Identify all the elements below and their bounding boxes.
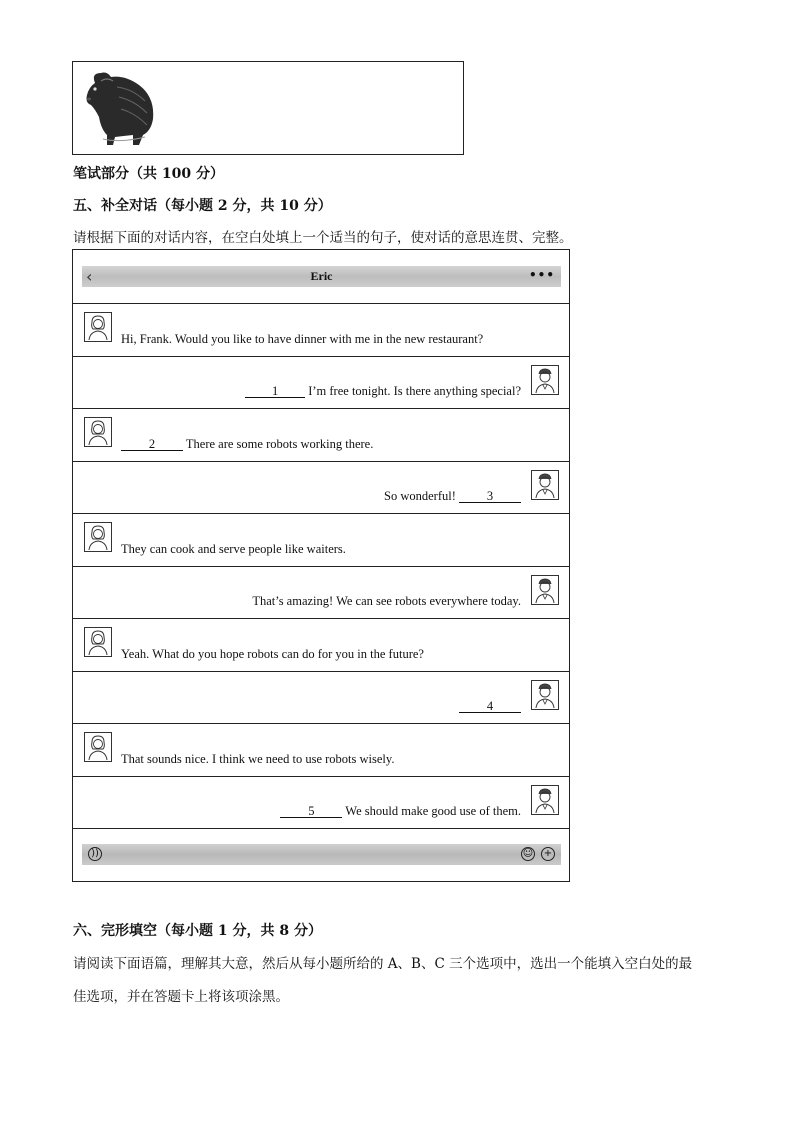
capybara-illustration (81, 67, 157, 147)
blank-1[interactable]: 1 (245, 385, 305, 398)
blank-4[interactable]: 4 (459, 700, 521, 713)
avatar-eric (84, 522, 112, 552)
message-frank: That’s amazing! We can see robots everywhere today. (252, 594, 521, 608)
avatar-frank (531, 365, 559, 395)
divider (73, 776, 569, 777)
message-eric: 2 There are some robots working there. (121, 437, 373, 452)
divider (73, 671, 569, 672)
message-frank: 5 We should make good use of them. (280, 804, 521, 819)
avatar-eric (84, 732, 112, 762)
avatar-eric (84, 627, 112, 657)
chat-window (72, 249, 570, 882)
chat-input-bar (82, 844, 561, 865)
divider (73, 461, 569, 462)
divider (73, 356, 569, 357)
message-eric: That sounds nice. I think we need to use robots wisely. (121, 752, 395, 766)
chat-top-bar (82, 266, 561, 287)
part6-instruction-line1: 请阅读下面语篇，理解其大意，然后从每小题所给的 A、B、C 三个选项中，选出一个能填入空白处的最 (73, 956, 693, 972)
section-header: 笔试部分（共 100 分） (73, 166, 224, 182)
blank-3[interactable]: 3 (459, 490, 521, 503)
chevron-left-icon[interactable]: ‹ (86, 267, 93, 286)
message-eric: They can cook and serve people like waiters. (121, 542, 346, 556)
avatar-frank (531, 470, 559, 500)
contact-name: Eric (310, 269, 333, 283)
message-frank (459, 699, 521, 714)
part5-instruction: 请根据下面的对话内容，在空白处填上一个适当的句子，使对话的意思连贯、完整。 (73, 230, 573, 246)
part6-instruction-line2: 佳选项，并在答题卡上将该项涂黑。 (73, 989, 289, 1005)
divider (73, 618, 569, 619)
voice-icon[interactable]: )) (88, 847, 102, 861)
divider (73, 513, 569, 514)
capybara-image-box (72, 61, 464, 155)
emoji-icon[interactable]: ☺ (522, 848, 534, 859)
divider (73, 828, 569, 829)
avatar-eric (84, 312, 112, 342)
divider (73, 566, 569, 567)
divider (73, 408, 569, 409)
divider (73, 723, 569, 724)
more-dots-icon[interactable]: ••• (528, 268, 555, 282)
part5-title: 五、补全对话（每小题 2 分，共 10 分） (73, 198, 332, 214)
avatar-frank (531, 575, 559, 605)
part6-title: 六、完形填空（每小题 1 分，共 8 分） (73, 923, 322, 939)
blank-2[interactable]: 2 (121, 438, 183, 451)
divider (73, 303, 569, 304)
avatar-frank (531, 680, 559, 710)
message-eric: Hi, Frank. Would you like to have dinner with me in the new restaurant? (121, 332, 484, 346)
message-eric: Yeah. What do you hope robots can do for you in the future? (121, 647, 424, 661)
message-frank: So wonderful! 3 (384, 489, 521, 504)
blank-5[interactable]: 5 (280, 805, 342, 818)
avatar-eric (84, 417, 112, 447)
plus-icon[interactable]: + (541, 847, 555, 861)
avatar-frank (531, 785, 559, 815)
message-frank: 1 I’m free tonight. Is there anything special? (245, 384, 521, 399)
